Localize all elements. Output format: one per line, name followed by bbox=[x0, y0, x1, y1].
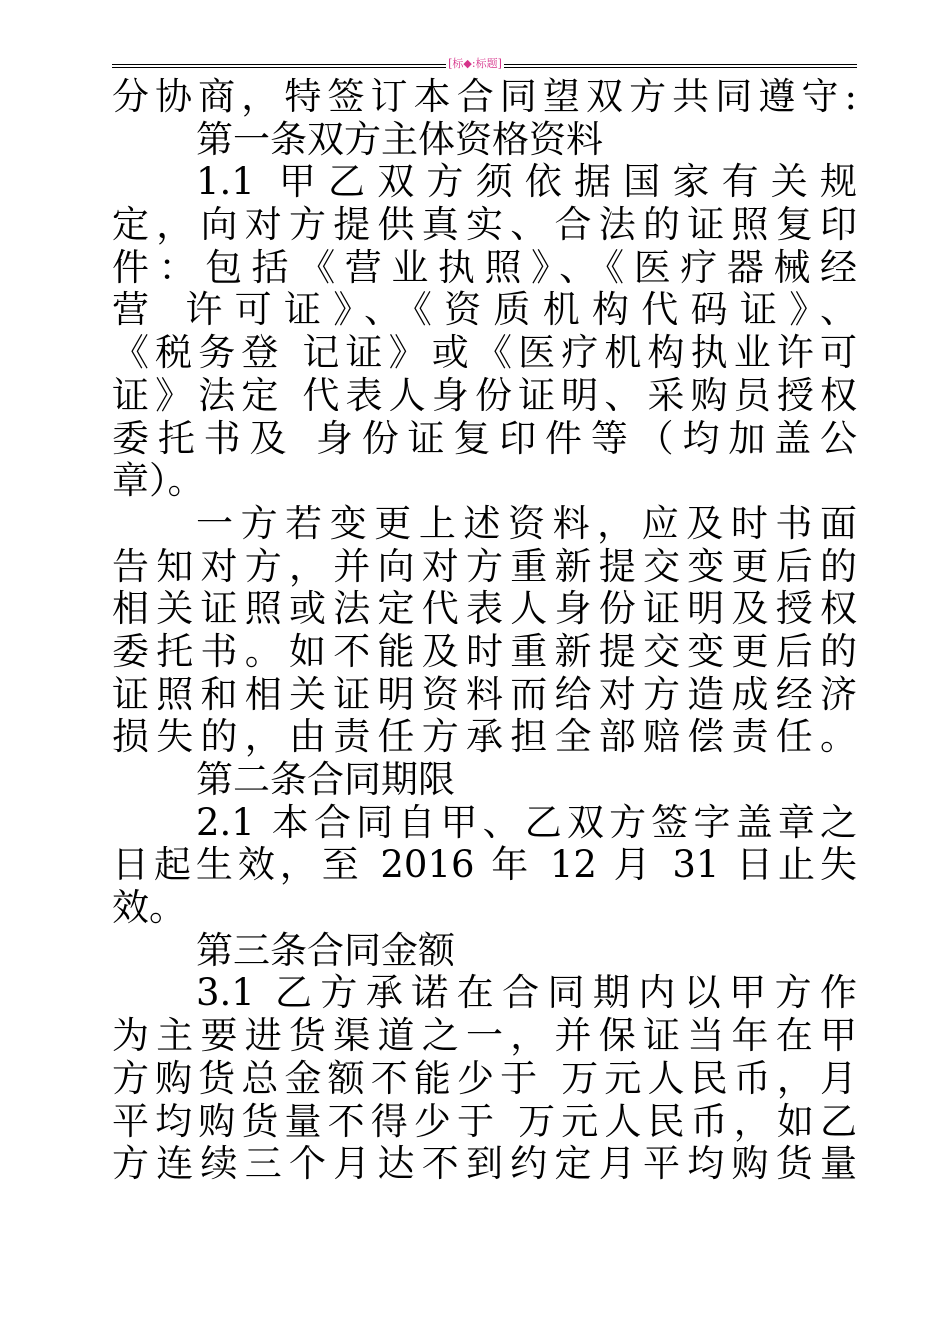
text-line: 为主要进货渠道之一，并保证当年在甲 bbox=[112, 1014, 857, 1058]
text-line: 效。 bbox=[112, 886, 186, 930]
text-line: 告知对方，并向对方重新提交变更后的 bbox=[112, 544, 857, 588]
text-line: 证照和相关证明资料而给对方造成经济 bbox=[112, 672, 857, 716]
text-line: 《税务登 记证》或《医疗机构执业许可 bbox=[112, 331, 857, 375]
text-line: 平均购货量不得少于 万元人民币，如乙 bbox=[112, 1099, 857, 1143]
text-line: 相关证照或法定代表人身份证明及授权 bbox=[112, 587, 857, 631]
text-line: 证》法定 代表人身份证明、采购员授权 bbox=[112, 373, 857, 417]
text-line: 2.1 本合同自甲、乙双方签字盖章之 bbox=[196, 800, 857, 844]
text-line: 委托书及 身份证复印件等（均加盖公 bbox=[112, 416, 857, 460]
header-tag bbox=[0, 57, 950, 71]
text-line: 第三条合同金额 bbox=[196, 928, 455, 972]
header-tag-text: [标◆:标题] bbox=[448, 57, 502, 70]
text-line: 章）。 bbox=[112, 459, 205, 503]
text-line: 分协商，特签订本合同望双方共同遵守: bbox=[112, 75, 857, 118]
text-line: 第二条合同期限 bbox=[196, 758, 455, 801]
text-line: 1.1 甲乙双方须依据国家有关规 bbox=[196, 160, 857, 204]
document-body bbox=[112, 76, 857, 1186]
text-line: 第一条双方主体资格资料 bbox=[196, 117, 603, 161]
text-line: 委托书。如不能及时重新提交变更后的 bbox=[112, 629, 857, 673]
text-line: 营 许可证》、《资质机构代码证》、 bbox=[112, 288, 857, 332]
text-line: 日起生效，至 2016 年 12 月 31 日止失 bbox=[112, 843, 857, 887]
text-line: 方连续三个月达不到约定月平均购货量 bbox=[112, 1142, 857, 1186]
text-line: 方购货总金额不能少于 万元人民币，月 bbox=[112, 1056, 857, 1100]
text-line: 损失的，由责任方承担全部赔偿责任。 bbox=[112, 715, 857, 759]
text-line: 件：包括《营业执照》、《医疗器械经 bbox=[112, 245, 857, 289]
text-line: 3.1 乙方承诺在合同期内以甲方作 bbox=[196, 971, 857, 1015]
text-line: 一方若变更上述资料，应及时书面 bbox=[196, 501, 857, 545]
text-line: 定，向对方提供真实、合法的证照复印 bbox=[112, 203, 857, 247]
